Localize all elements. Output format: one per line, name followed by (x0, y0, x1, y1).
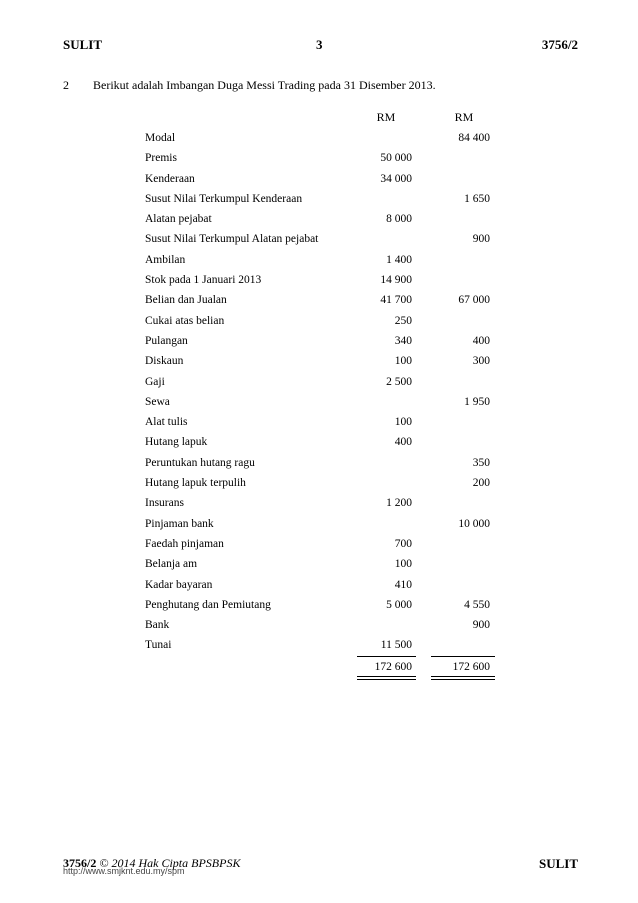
account-name: Modal (145, 132, 176, 144)
table-row (0, 128, 638, 148)
question-number: 2 (63, 78, 69, 92)
account-name: Insurans (145, 497, 184, 510)
footer-url: http://www.smjknt.edu.my/spm (63, 866, 185, 876)
table-row (0, 615, 638, 635)
debit-amount: 5 000 (386, 598, 412, 611)
account-name: Tunai (145, 639, 172, 652)
table-row (0, 169, 638, 189)
credit-total-double-rule-2 (431, 679, 495, 680)
credit-amount: 1 650 (464, 192, 490, 205)
account-name: Premis (145, 152, 177, 165)
account-name: Hutang lapuk terpulih (145, 477, 246, 490)
credit-amount: 200 (472, 477, 490, 490)
account-name: Stok pada 1 Januari 2013 (145, 274, 262, 287)
table-row (0, 372, 638, 392)
account-name: Ambilan (145, 253, 186, 266)
credit-total: 172 600 (452, 660, 490, 673)
debit-amount: 50 000 (380, 152, 412, 165)
account-name: Diskaun (145, 355, 184, 368)
trial-balance-table (0, 128, 638, 678)
credit-amount: 1 950 (464, 395, 490, 408)
table-row (0, 595, 638, 615)
debit-amount: 11 500 (380, 639, 412, 652)
table-row (0, 229, 638, 249)
table-row (0, 250, 638, 270)
credit-amount: 350 (472, 456, 490, 469)
account-name: Alat tulis (145, 416, 188, 429)
debit-total-double-rule-2 (357, 679, 416, 680)
credit-amount: 4 550 (464, 598, 490, 611)
debit-amount: 100 (394, 355, 412, 368)
account-name: Alatan pejabat (145, 213, 212, 226)
question-heading (63, 78, 436, 93)
paper-code: 3756/2 (541, 37, 578, 52)
table-row (0, 148, 638, 168)
header-sulit-label: SULIT (63, 37, 103, 52)
account-name: Belanja am (145, 558, 198, 571)
account-name: Belian dan Jualan (145, 294, 227, 307)
account-name: Susut Nilai Terkumpul Kenderaan (145, 192, 303, 205)
credit-amount: 900 (472, 233, 490, 246)
page-number: 3 (316, 37, 323, 52)
table-row (0, 189, 638, 209)
table-row (0, 432, 638, 452)
credit-amount: 10 000 (458, 517, 490, 530)
account-name: Peruntukan hutang ragu (145, 456, 255, 469)
debit-amount: 41 700 (380, 294, 412, 307)
table-row (0, 575, 638, 595)
debit-amount: 1 200 (386, 497, 412, 510)
footer-code: 3756/2 (63, 856, 97, 870)
account-name: Pulangan (145, 334, 188, 347)
account-name: Faedah pinjaman (145, 537, 224, 550)
account-name: Sewa (145, 395, 170, 408)
debit-total: 172 600 (374, 660, 412, 673)
table-row (0, 534, 638, 554)
debit-amount: 100 (394, 558, 412, 571)
debit-total-double-rule-1 (357, 676, 416, 677)
debit-amount: 14 900 (380, 274, 412, 287)
table-row (0, 311, 638, 331)
debit-total-top-rule (357, 656, 416, 657)
table-row (0, 392, 638, 412)
table-row (0, 351, 638, 371)
debit-amount: 34 000 (380, 172, 412, 185)
debit-column-header: RM (376, 110, 396, 124)
table-row (0, 270, 638, 290)
credit-amount: 300 (472, 355, 490, 368)
account-name: Hutang lapuk (145, 436, 208, 449)
table-row (0, 514, 638, 534)
table-row (0, 473, 638, 493)
credit-total-double-rule-1 (431, 676, 495, 677)
credit-amount: 900 (472, 619, 490, 632)
debit-amount: 410 (394, 578, 412, 591)
account-name: Susut Nilai Terkumpul Alatan pejabat (145, 233, 319, 246)
account-name: Bank (145, 619, 170, 632)
totals-row (0, 656, 638, 678)
credit-amount: 84 400 (458, 132, 490, 144)
table-row (0, 209, 638, 229)
credit-amount: 67 000 (458, 294, 490, 307)
table-row (0, 453, 638, 473)
account-name: Kenderaan (145, 172, 195, 185)
table-row (0, 554, 638, 574)
table-row (0, 331, 638, 351)
question-text: Berikut adalah Imbangan Duga Messi Trading pada 31 Disember 2013. (93, 78, 436, 92)
footer-sulit-label: SULIT (538, 856, 578, 871)
table-row (0, 493, 638, 513)
debit-amount: 400 (394, 436, 412, 449)
debit-amount: 340 (394, 334, 412, 347)
debit-amount: 1 400 (386, 253, 412, 266)
table-row (0, 412, 638, 432)
account-name: Pinjaman bank (145, 517, 214, 530)
debit-amount: 100 (394, 416, 412, 429)
account-name: Kadar bayaran (145, 578, 213, 591)
debit-amount: 700 (394, 537, 412, 550)
debit-amount: 8 000 (386, 213, 412, 226)
credit-column-header: RM (454, 110, 474, 124)
debit-amount: 250 (394, 314, 412, 327)
account-name: Cukai atas belian (145, 314, 225, 327)
table-row (0, 290, 638, 310)
footer-copyright-text: © 2014 Hak Cipta BPSBPSK (99, 856, 241, 870)
account-name: Gaji (145, 375, 165, 388)
debit-amount: 2 500 (386, 375, 412, 388)
account-name: Penghutang dan Pemiutang (145, 598, 271, 611)
credit-amount: 400 (472, 334, 490, 347)
credit-total-top-rule (431, 656, 495, 657)
table-row (0, 635, 638, 655)
